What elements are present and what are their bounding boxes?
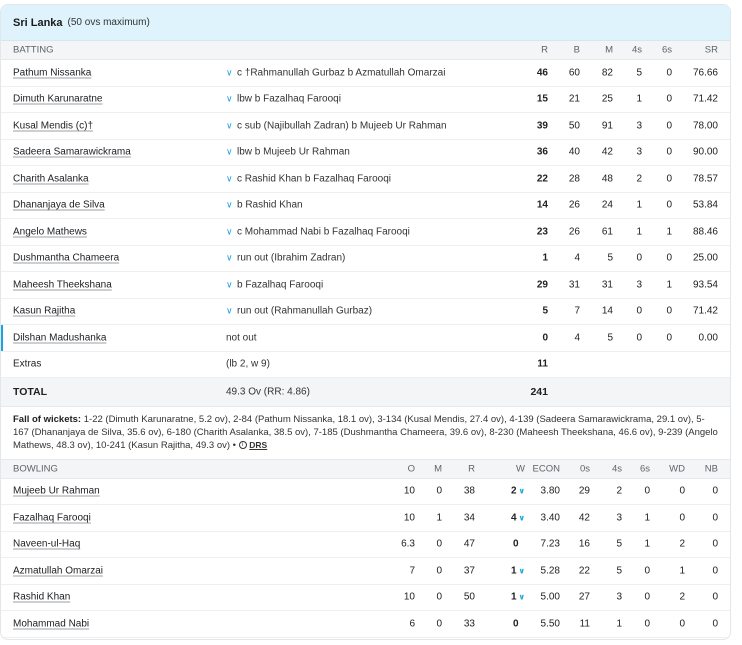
economy: 3.40: [540, 512, 560, 524]
sixes: 1: [644, 512, 650, 524]
runs-conceded: 47: [463, 538, 475, 550]
dismissal-text: c sub (Najibullah Zadran) b Mujeeb Ur Rahman: [237, 120, 447, 132]
bowler-row: [1, 558, 730, 585]
batter-row: [1, 272, 730, 299]
batter-name-link[interactable]: Angelo Mathews: [13, 226, 87, 238]
runs: 46: [536, 67, 548, 79]
runs: 1: [542, 252, 548, 264]
bowler-name-link[interactable]: Fazalhaq Farooqi: [13, 512, 91, 524]
chevron-down-icon[interactable]: ∨: [226, 226, 233, 237]
runs: 14: [536, 199, 548, 211]
minutes: 5: [607, 332, 613, 344]
balls: 26: [568, 226, 580, 238]
minutes: 24: [601, 199, 613, 211]
maidens: 0: [436, 618, 442, 630]
innings-header[interactable]: [1, 5, 730, 41]
dismissal[interactable]: [226, 200, 303, 211]
sixes: 0: [666, 120, 672, 132]
extras-detail: (lb 2, w 9): [226, 358, 270, 370]
no-balls: 0: [712, 512, 718, 524]
overs: 6: [409, 618, 415, 630]
economy: 5.28: [540, 565, 560, 577]
minutes: 48: [601, 173, 613, 185]
scorecard: [0, 4, 731, 640]
chevron-down-icon[interactable]: ∨: [518, 513, 525, 523]
batting-rows: [1, 60, 730, 352]
strike-rate: 76.66: [692, 67, 718, 79]
chevron-down-icon[interactable]: ∨: [226, 305, 233, 316]
wickets-value: 1: [510, 565, 517, 577]
col-header-r: R: [468, 463, 475, 474]
minutes: 31: [601, 279, 613, 291]
maidens: 0: [436, 485, 442, 497]
runs: 5: [542, 305, 548, 317]
overs-limit: (50 ovs maximum): [67, 17, 150, 28]
dismissal[interactable]: [226, 226, 410, 237]
strike-rate: 93.54: [692, 279, 718, 291]
dot-balls: 16: [578, 538, 590, 550]
balls: 7: [574, 305, 580, 317]
bowler-name-link[interactable]: Azmatullah Omarzai: [13, 565, 104, 577]
fours: 1: [636, 226, 642, 238]
wides: 2: [679, 591, 685, 603]
wides: 0: [679, 512, 685, 524]
wickets-value: 2: [510, 485, 517, 497]
runs-conceded: 38: [463, 485, 475, 497]
dismissal-text: run out (Ibrahim Zadran): [237, 252, 346, 264]
batter-name-link[interactable]: Pathum Nissanka: [13, 67, 92, 79]
col-header-econ: ECON: [532, 463, 560, 474]
bowler-name-link[interactable]: Rashid Khan: [13, 591, 71, 603]
chevron-down-icon[interactable]: ∨: [226, 252, 233, 263]
total-detail: 49.3 Ov (RR: 4.86): [226, 386, 310, 398]
fours: 0: [636, 332, 642, 344]
wickets-value: 4: [510, 512, 517, 524]
batter-row: [1, 246, 730, 273]
economy: 5.00: [540, 591, 560, 603]
sixes: 0: [666, 146, 672, 158]
sixes: 0: [644, 591, 650, 603]
bowler-row: [1, 585, 730, 612]
overs: 10: [403, 512, 415, 524]
sixes: 0: [644, 565, 650, 577]
balls: 26: [568, 199, 580, 211]
minutes: 91: [601, 120, 613, 132]
drs-link[interactable]: DRS: [249, 440, 268, 450]
fours: 3: [616, 591, 622, 603]
wides: 0: [679, 485, 685, 497]
maidens: 0: [436, 565, 442, 577]
runs: 29: [536, 279, 548, 291]
fours: 1: [636, 199, 642, 211]
balls: 4: [574, 332, 580, 344]
total-row: [1, 378, 730, 407]
batter-name-link[interactable]: Dhananjaya de Silva: [13, 199, 105, 211]
fours: 2: [616, 485, 622, 497]
dismissal-text: b Rashid Khan: [237, 199, 303, 211]
fours: 3: [616, 512, 622, 524]
dismissal[interactable]: [226, 120, 447, 131]
bowling-title: BOWLING: [13, 463, 58, 474]
economy: 3.80: [540, 485, 560, 497]
minutes: 42: [601, 146, 613, 158]
minutes: 61: [601, 226, 613, 238]
economy: 7.23: [540, 538, 560, 550]
bowling-rows: [1, 479, 730, 638]
runs: 0: [542, 332, 548, 344]
extras-row: [1, 352, 730, 379]
batter-row: [1, 113, 730, 140]
dismissal-text: b Fazalhaq Farooqi: [237, 279, 324, 291]
dismissal-text: lbw b Mujeeb Ur Rahman: [237, 146, 350, 158]
balls: 50: [568, 120, 580, 132]
col-header-o: O: [407, 463, 415, 474]
dismissal[interactable]: [226, 67, 445, 78]
wickets-value: 0: [512, 538, 519, 550]
col-header-4s: 4s: [631, 44, 642, 56]
economy: 5.50: [540, 618, 560, 630]
fours: 0: [636, 252, 642, 264]
col-header-w: W: [516, 463, 525, 474]
strike-rate: 0.00: [698, 332, 718, 344]
sixes: 0: [666, 173, 672, 185]
sixes: 0: [666, 305, 672, 317]
chevron-down-icon[interactable]: ∨: [518, 592, 525, 602]
fall-of-wickets: [1, 407, 730, 460]
batter-name-link[interactable]: Dimuth Karunaratne: [13, 93, 103, 105]
fours: 5: [616, 565, 622, 577]
fours: 5: [636, 67, 642, 79]
strike-rate: 71.42: [692, 93, 718, 105]
batter-name-link[interactable]: Maheesh Theekshana: [13, 279, 112, 291]
dismissal-text: c Mohammad Nabi b Fazalhaq Farooqi: [237, 226, 410, 238]
strike-rate: 90.00: [692, 146, 718, 158]
chevron-down-icon[interactable]: ∨: [518, 566, 525, 576]
dismissal-text: not out: [226, 332, 257, 344]
strike-rate: 25.00: [692, 252, 718, 264]
strike-rate: 78.00: [692, 120, 718, 132]
sixes: 0: [666, 93, 672, 105]
no-balls: 0: [712, 538, 718, 550]
balls: 31: [568, 279, 580, 291]
fours: 2: [636, 173, 642, 185]
dot-balls: 29: [578, 485, 590, 497]
dismissal-text: c Rashid Khan b Fazalhaq Farooqi: [237, 173, 391, 185]
batter-row: [1, 60, 730, 87]
no-balls: 0: [712, 591, 718, 603]
dot-balls: 22: [578, 565, 590, 577]
runs: 23: [536, 226, 548, 238]
runs-conceded: 34: [463, 512, 475, 524]
dismissal[interactable]: [226, 306, 372, 317]
dismissal[interactable]: [226, 279, 323, 290]
chevron-down-icon[interactable]: ∨: [226, 120, 233, 131]
batter-name-link[interactable]: Dushmantha Chameera: [13, 252, 120, 264]
batter-row: [1, 299, 730, 326]
col-header-m: M: [605, 44, 613, 56]
col-header-m: M: [434, 463, 442, 474]
sixes: 0: [666, 199, 672, 211]
dismissal-text: c †Rahmanullah Gurbaz b Azmatullah Omarzai: [237, 67, 446, 79]
sixes: 0: [666, 67, 672, 79]
bowler-row: [1, 611, 730, 638]
overs: 6.3: [401, 538, 415, 550]
wides: 1: [679, 565, 685, 577]
col-header-nb: NB: [704, 463, 718, 474]
team-name: Sri Lanka: [13, 16, 63, 29]
fours: 3: [636, 279, 642, 291]
sixes: 1: [644, 538, 650, 550]
batter-name-link[interactable]: Dilshan Madushanka: [13, 332, 107, 344]
maidens: 0: [436, 591, 442, 603]
wides: 2: [679, 538, 685, 550]
balls: 60: [568, 67, 580, 79]
overs: 10: [403, 485, 415, 497]
sixes: 1: [666, 279, 672, 291]
extras-value: 11: [537, 358, 548, 370]
dot-balls: 27: [578, 591, 590, 603]
minutes: 25: [601, 93, 613, 105]
batter-name-link[interactable]: Kusal Mendis (c)†: [13, 120, 94, 132]
fours: 1: [636, 93, 642, 105]
maidens: 0: [436, 538, 442, 550]
col-header-sr: SR: [704, 44, 718, 56]
balls: 21: [568, 93, 580, 105]
wides: 0: [679, 618, 685, 630]
fow-label: Fall of wickets:: [13, 414, 82, 425]
chevron-down-icon[interactable]: ∨: [226, 173, 233, 184]
chevron-down-icon[interactable]: ∨: [226, 199, 233, 210]
wickets-value: 0: [512, 618, 519, 630]
overs: 7: [409, 565, 415, 577]
bowler-row: [1, 479, 730, 506]
minutes: 5: [607, 252, 613, 264]
sixes: 0: [644, 618, 650, 630]
chevron-down-icon[interactable]: ∨: [226, 279, 233, 290]
chevron-down-icon[interactable]: ∨: [226, 67, 233, 78]
no-balls: 0: [712, 565, 718, 577]
col-header-r: R: [541, 44, 548, 56]
strike-rate: 88.46: [692, 226, 718, 238]
bowler-name-link[interactable]: Mohammad Nabi: [13, 618, 90, 630]
fours: 1: [616, 618, 622, 630]
col-header-6s: 6s: [661, 44, 672, 56]
bowler-name-link[interactable]: Naveen-ul-Haq: [13, 538, 81, 550]
bowler-row: [1, 532, 730, 559]
runs-conceded: 33: [463, 618, 475, 630]
total-value: 241: [530, 386, 548, 398]
col-header-4s: 4s: [611, 463, 622, 474]
col-header-wd: WD: [669, 463, 685, 474]
batter-name-link[interactable]: Sadeera Samarawickrama: [13, 146, 131, 158]
dot-balls: 42: [578, 512, 590, 524]
strike-rate: 71.42: [692, 305, 718, 317]
minutes: 82: [601, 67, 613, 79]
fours: 5: [616, 538, 622, 550]
dismissal[interactable]: [226, 253, 345, 264]
no-balls: 0: [712, 618, 718, 630]
sixes: 0: [644, 485, 650, 497]
total-label: TOTAL: [13, 386, 48, 398]
batter-name-link[interactable]: Kasun Rajitha: [13, 305, 76, 317]
batter-row: [1, 193, 730, 220]
dismissal: [226, 332, 257, 343]
balls: 28: [568, 173, 580, 185]
extras-label: Extras: [13, 358, 42, 370]
overs: 10: [403, 591, 415, 603]
bowler-row: [1, 505, 730, 532]
runs: 36: [536, 146, 548, 158]
batter-name-link[interactable]: Charith Asalanka: [13, 173, 89, 185]
batter-row: [1, 166, 730, 193]
wickets-value: 1: [510, 591, 517, 603]
batter-row: [1, 219, 730, 246]
fours: 3: [636, 146, 642, 158]
col-header-0s: 0s: [579, 463, 590, 474]
balls: 4: [574, 252, 580, 264]
dismissal[interactable]: [226, 173, 391, 184]
batter-row: [1, 325, 730, 352]
maidens: 1: [436, 512, 442, 524]
dot-balls: 11: [579, 618, 590, 630]
col-header-b: B: [573, 44, 580, 56]
batter-row: [1, 87, 730, 114]
no-balls: 0: [712, 485, 718, 497]
bowling-header: [1, 460, 730, 479]
chevron-down-icon[interactable]: ∨: [226, 93, 233, 104]
dismissal[interactable]: [226, 147, 350, 158]
fow-text: 1-22 (Dimuth Karunaratne, 5.2 ov), 2-84 (Pathum Nissanka, 18.1 ov), 3-134 (Kusal Mendis, 27.4 ov), 4-139 (Sadeera Samarawickrama, 29.1 ov), 5-167 (Dhananjaya de Silva, 35.6 ov), 6-180 (Charith Asalanka, 38.5 ov), 7-185 (Dushmantha Chameera, 39.6 ov), 8-230 (Maheesh Theekshana, 46.6 ov), 9-239 (Angelo Mathews, 48.3 ov), 10-241 (Kasun Rajitha, 49.3 ov) •: [13, 414, 718, 451]
bowler-name-link[interactable]: Mujeeb Ur Rahman: [13, 485, 100, 497]
sixes: 1: [666, 226, 672, 238]
runs: 22: [536, 173, 548, 185]
dismissal-text: lbw b Fazalhaq Farooqi: [237, 93, 341, 105]
info-icon[interactable]: i: [239, 441, 247, 449]
fours: 3: [636, 120, 642, 132]
balls: 40: [568, 146, 580, 158]
chevron-down-icon[interactable]: ∨: [226, 146, 233, 157]
sixes: 0: [666, 252, 672, 264]
batter-row: [1, 140, 730, 167]
strike-rate: 53.84: [692, 199, 718, 211]
runs-conceded: 50: [463, 591, 475, 603]
dismissal-text: run out (Rahmanullah Gurbaz): [237, 305, 373, 317]
batting-title: BATTING: [13, 44, 54, 56]
runs: 15: [536, 93, 548, 105]
col-header-6s: 6s: [639, 463, 650, 474]
batting-header: [1, 41, 730, 60]
minutes: 14: [601, 305, 613, 317]
chevron-down-icon[interactable]: ∨: [518, 486, 525, 496]
dismissal[interactable]: [226, 94, 341, 105]
sixes: 0: [666, 332, 672, 344]
runs-conceded: 37: [463, 565, 475, 577]
runs: 39: [536, 120, 548, 132]
strike-rate: 78.57: [692, 173, 718, 185]
fours: 0: [636, 305, 642, 317]
